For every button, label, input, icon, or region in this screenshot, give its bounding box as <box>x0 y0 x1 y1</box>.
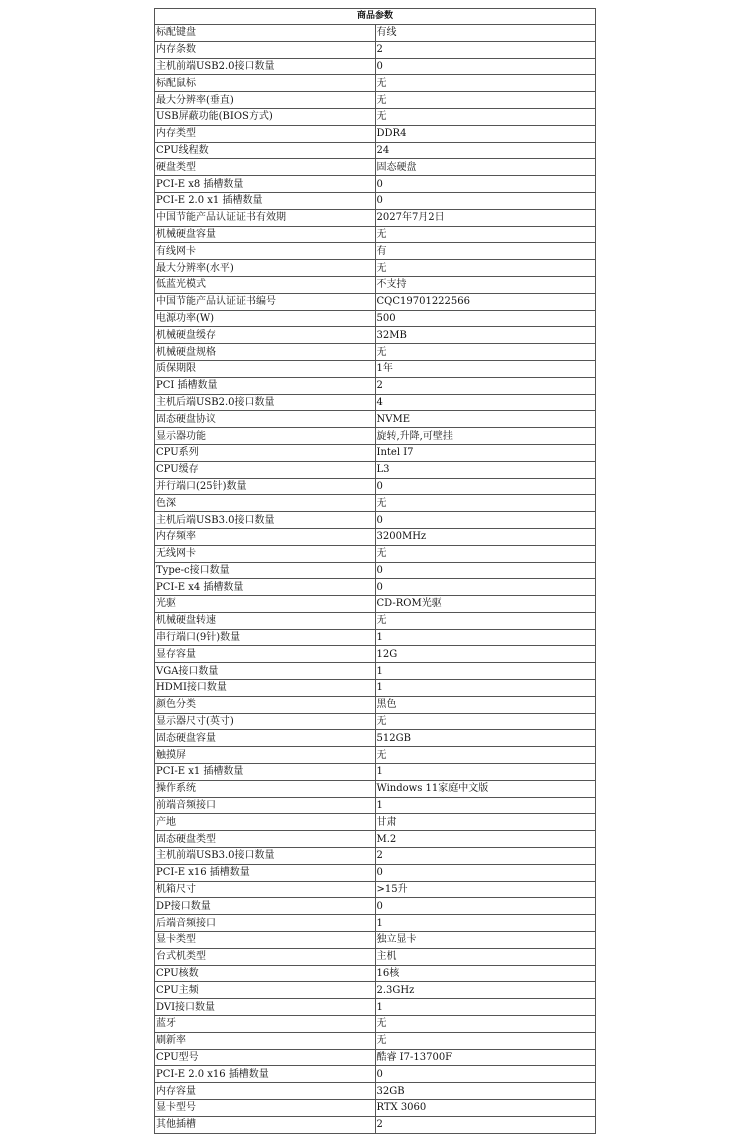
table-row <box>155 562 596 579</box>
table-row <box>155 646 596 663</box>
spec-value: 无 <box>375 545 596 562</box>
table-row <box>155 730 596 747</box>
spec-label: 内存频率 <box>155 528 376 545</box>
spec-label: 机械硬盘转速 <box>155 612 376 629</box>
spec-label: Type-c接口数量 <box>155 562 376 579</box>
spec-value: 1 <box>375 680 596 697</box>
spec-value: 0 <box>375 579 596 596</box>
spec-label: CPU缓存 <box>155 461 376 478</box>
spec-label: 机械硬盘规格 <box>155 344 376 361</box>
spec-value: 甘肃 <box>375 814 596 831</box>
spec-value: 有 <box>375 243 596 260</box>
table-row <box>155 209 596 226</box>
spec-label: 前端音频接口 <box>155 797 376 814</box>
spec-value: 酷睿 I7-13700F <box>375 1049 596 1066</box>
spec-value: 1 <box>375 629 596 646</box>
spec-value: 0 <box>375 864 596 881</box>
table-row <box>155 478 596 495</box>
table-row <box>155 159 596 176</box>
spec-value: 0 <box>375 562 596 579</box>
spec-value: Intel I7 <box>375 444 596 461</box>
spec-label: PCI-E 2.0 x1 插槽数量 <box>155 192 376 209</box>
spec-label: 电源功率(W) <box>155 310 376 327</box>
spec-value: 有线 <box>375 25 596 42</box>
spec-label: 固态硬盘协议 <box>155 411 376 428</box>
table-row <box>155 612 596 629</box>
spec-value: 24 <box>375 142 596 159</box>
table-row <box>155 125 596 142</box>
spec-label: DVI接口数量 <box>155 999 376 1016</box>
spec-label: 最大分辨率(垂直) <box>155 92 376 109</box>
spec-label: 内存容量 <box>155 1083 376 1100</box>
spec-value: 16核 <box>375 965 596 982</box>
table-row <box>155 1049 596 1066</box>
table-row <box>155 680 596 697</box>
spec-value: 无 <box>375 1016 596 1033</box>
spec-value: 无 <box>375 1032 596 1049</box>
spec-label: 色深 <box>155 495 376 512</box>
table-title: 商品参数 <box>155 9 596 25</box>
table-row <box>155 344 596 361</box>
table-row <box>155 377 596 394</box>
spec-value: 2 <box>375 1116 596 1133</box>
product-spec-table <box>154 8 596 1134</box>
table-row <box>155 797 596 814</box>
spec-label: 标配鼠标 <box>155 75 376 92</box>
table-row <box>155 176 596 193</box>
table-row <box>155 327 596 344</box>
spec-label: USB屏蔽功能(BIOS方式) <box>155 108 376 125</box>
spec-label: 主机后端USB3.0接口数量 <box>155 512 376 529</box>
spec-label: 中国节能产品认证证书编号 <box>155 293 376 310</box>
spec-label: 低蓝光模式 <box>155 276 376 293</box>
table-row <box>155 92 596 109</box>
table-row <box>155 713 596 730</box>
spec-value: 2.3GHz <box>375 982 596 999</box>
spec-value: M.2 <box>375 831 596 848</box>
spec-label: 标配键盘 <box>155 25 376 42</box>
spec-label: 产地 <box>155 814 376 831</box>
table-row <box>155 276 596 293</box>
spec-label: 有线网卡 <box>155 243 376 260</box>
spec-value: 无 <box>375 747 596 764</box>
table-row <box>155 932 596 949</box>
spec-value: 无 <box>375 75 596 92</box>
spec-label: 主机前端USB3.0接口数量 <box>155 848 376 865</box>
spec-value: 无 <box>375 226 596 243</box>
table-row <box>155 25 596 42</box>
table-row <box>155 982 596 999</box>
spec-label: 质保期限 <box>155 360 376 377</box>
table-row <box>155 108 596 125</box>
table-row <box>155 831 596 848</box>
spec-label: PCI-E 2.0 x16 插槽数量 <box>155 1066 376 1083</box>
spec-value: 1 <box>375 797 596 814</box>
table-row <box>155 1100 596 1117</box>
spec-value: 无 <box>375 260 596 277</box>
table-row <box>155 360 596 377</box>
spec-value: CQC19701222566 <box>375 293 596 310</box>
table-row <box>155 142 596 159</box>
spec-value: 4 <box>375 394 596 411</box>
spec-value: 不支持 <box>375 276 596 293</box>
table-header-row <box>155 9 596 25</box>
spec-value: 0 <box>375 1066 596 1083</box>
table-row <box>155 1016 596 1033</box>
spec-value: CD-ROM光驱 <box>375 596 596 613</box>
table-row <box>155 461 596 478</box>
spec-label: 并行端口(25针)数量 <box>155 478 376 495</box>
spec-value: 0 <box>375 192 596 209</box>
table-row <box>155 965 596 982</box>
table-row <box>155 780 596 797</box>
spec-label: PCI 插槽数量 <box>155 377 376 394</box>
table-row <box>155 428 596 445</box>
spec-label: 内存类型 <box>155 125 376 142</box>
table-row <box>155 260 596 277</box>
spec-label: CPU线程数 <box>155 142 376 159</box>
spec-label: 刷新率 <box>155 1032 376 1049</box>
spec-value: 无 <box>375 713 596 730</box>
spec-label: 显卡型号 <box>155 1100 376 1117</box>
spec-label: 主机前端USB2.0接口数量 <box>155 58 376 75</box>
table-row <box>155 764 596 781</box>
table-row <box>155 243 596 260</box>
spec-value: 1 <box>375 663 596 680</box>
spec-value: 无 <box>375 108 596 125</box>
spec-label: 机箱尺寸 <box>155 881 376 898</box>
spec-value: 0 <box>375 58 596 75</box>
table-row <box>155 293 596 310</box>
spec-value: 1年 <box>375 360 596 377</box>
table-row <box>155 444 596 461</box>
spec-value: 1 <box>375 999 596 1016</box>
spec-value: 固态硬盘 <box>375 159 596 176</box>
table-row <box>155 192 596 209</box>
spec-value: 主机 <box>375 948 596 965</box>
spec-value: 3200MHz <box>375 528 596 545</box>
spec-value: 32MB <box>375 327 596 344</box>
table-row <box>155 310 596 327</box>
spec-value: 无 <box>375 612 596 629</box>
spec-value: NVME <box>375 411 596 428</box>
spec-label: CPU核数 <box>155 965 376 982</box>
spec-label: 触摸屏 <box>155 747 376 764</box>
spec-label: 台式机类型 <box>155 948 376 965</box>
table-row <box>155 411 596 428</box>
spec-value: 32GB <box>375 1083 596 1100</box>
table-row <box>155 1083 596 1100</box>
spec-label: PCI-E x4 插槽数量 <box>155 579 376 596</box>
spec-label: DP接口数量 <box>155 898 376 915</box>
spec-label: 最大分辨率(水平) <box>155 260 376 277</box>
spec-label: 其他插槽 <box>155 1116 376 1133</box>
table-row <box>155 864 596 881</box>
table-row <box>155 999 596 1016</box>
spec-label: CPU主频 <box>155 982 376 999</box>
spec-value: 无 <box>375 92 596 109</box>
spec-value: 无 <box>375 495 596 512</box>
table-row <box>155 226 596 243</box>
spec-rows <box>155 25 596 1134</box>
table-row <box>155 495 596 512</box>
table-row <box>155 629 596 646</box>
spec-label: 光驱 <box>155 596 376 613</box>
spec-label: CPU系列 <box>155 444 376 461</box>
spec-label: 后端音频接口 <box>155 915 376 932</box>
spec-value: 2 <box>375 848 596 865</box>
spec-value: 黑色 <box>375 696 596 713</box>
spec-value: 0 <box>375 898 596 915</box>
spec-label: 显示器功能 <box>155 428 376 445</box>
spec-label: 显存容量 <box>155 646 376 663</box>
spec-label: 显卡类型 <box>155 932 376 949</box>
spec-value: L3 <box>375 461 596 478</box>
spec-label: HDMI接口数量 <box>155 680 376 697</box>
spec-label: 固态硬盘容量 <box>155 730 376 747</box>
table-row <box>155 1116 596 1133</box>
spec-label: PCI-E x1 插槽数量 <box>155 764 376 781</box>
spec-label: 主机后端USB2.0接口数量 <box>155 394 376 411</box>
spec-value: 512GB <box>375 730 596 747</box>
table-row <box>155 1032 596 1049</box>
table-row <box>155 747 596 764</box>
spec-label: 串行端口(9针)数量 <box>155 629 376 646</box>
table-row <box>155 948 596 965</box>
table-row <box>155 75 596 92</box>
spec-value: 2027年7月2日 <box>375 209 596 226</box>
spec-value: 无 <box>375 344 596 361</box>
table-row <box>155 915 596 932</box>
spec-label: 固态硬盘类型 <box>155 831 376 848</box>
spec-label: CPU型号 <box>155 1049 376 1066</box>
spec-value: 500 <box>375 310 596 327</box>
spec-value: 1 <box>375 764 596 781</box>
table-row <box>155 41 596 58</box>
spec-label: 硬盘类型 <box>155 159 376 176</box>
spec-label: PCI-E x16 插槽数量 <box>155 864 376 881</box>
table-row <box>155 596 596 613</box>
table-row <box>155 696 596 713</box>
spec-value: DDR4 <box>375 125 596 142</box>
spec-value: 2 <box>375 41 596 58</box>
table-row <box>155 898 596 915</box>
table-row <box>155 528 596 545</box>
spec-value: 1 <box>375 915 596 932</box>
spec-value: Windows 11家庭中文版 <box>375 780 596 797</box>
spec-value: 0 <box>375 176 596 193</box>
table-row <box>155 814 596 831</box>
spec-label: 中国节能产品认证证书有效期 <box>155 209 376 226</box>
spec-label: 机械硬盘缓存 <box>155 327 376 344</box>
spec-value: 独立显卡 <box>375 932 596 949</box>
table-row <box>155 545 596 562</box>
spec-value: RTX 3060 <box>375 1100 596 1117</box>
table-row <box>155 512 596 529</box>
spec-value: 旋转,升降,可壁挂 <box>375 428 596 445</box>
spec-label: VGA接口数量 <box>155 663 376 680</box>
table-row <box>155 579 596 596</box>
table-row <box>155 58 596 75</box>
spec-label: 无线网卡 <box>155 545 376 562</box>
table-row <box>155 663 596 680</box>
spec-label: 显示器尺寸(英寸) <box>155 713 376 730</box>
table-row <box>155 394 596 411</box>
spec-label: 颜色分类 <box>155 696 376 713</box>
spec-label: 内存条数 <box>155 41 376 58</box>
spec-value: 0 <box>375 478 596 495</box>
spec-label: PCI-E x8 插槽数量 <box>155 176 376 193</box>
spec-value: 2 <box>375 377 596 394</box>
table-row <box>155 1066 596 1083</box>
spec-value: 12G <box>375 646 596 663</box>
table-row <box>155 848 596 865</box>
spec-label: 操作系统 <box>155 780 376 797</box>
spec-label: 蓝牙 <box>155 1016 376 1033</box>
table-row <box>155 881 596 898</box>
spec-value: 0 <box>375 512 596 529</box>
spec-value: >15升 <box>375 881 596 898</box>
spec-label: 机械硬盘容量 <box>155 226 376 243</box>
